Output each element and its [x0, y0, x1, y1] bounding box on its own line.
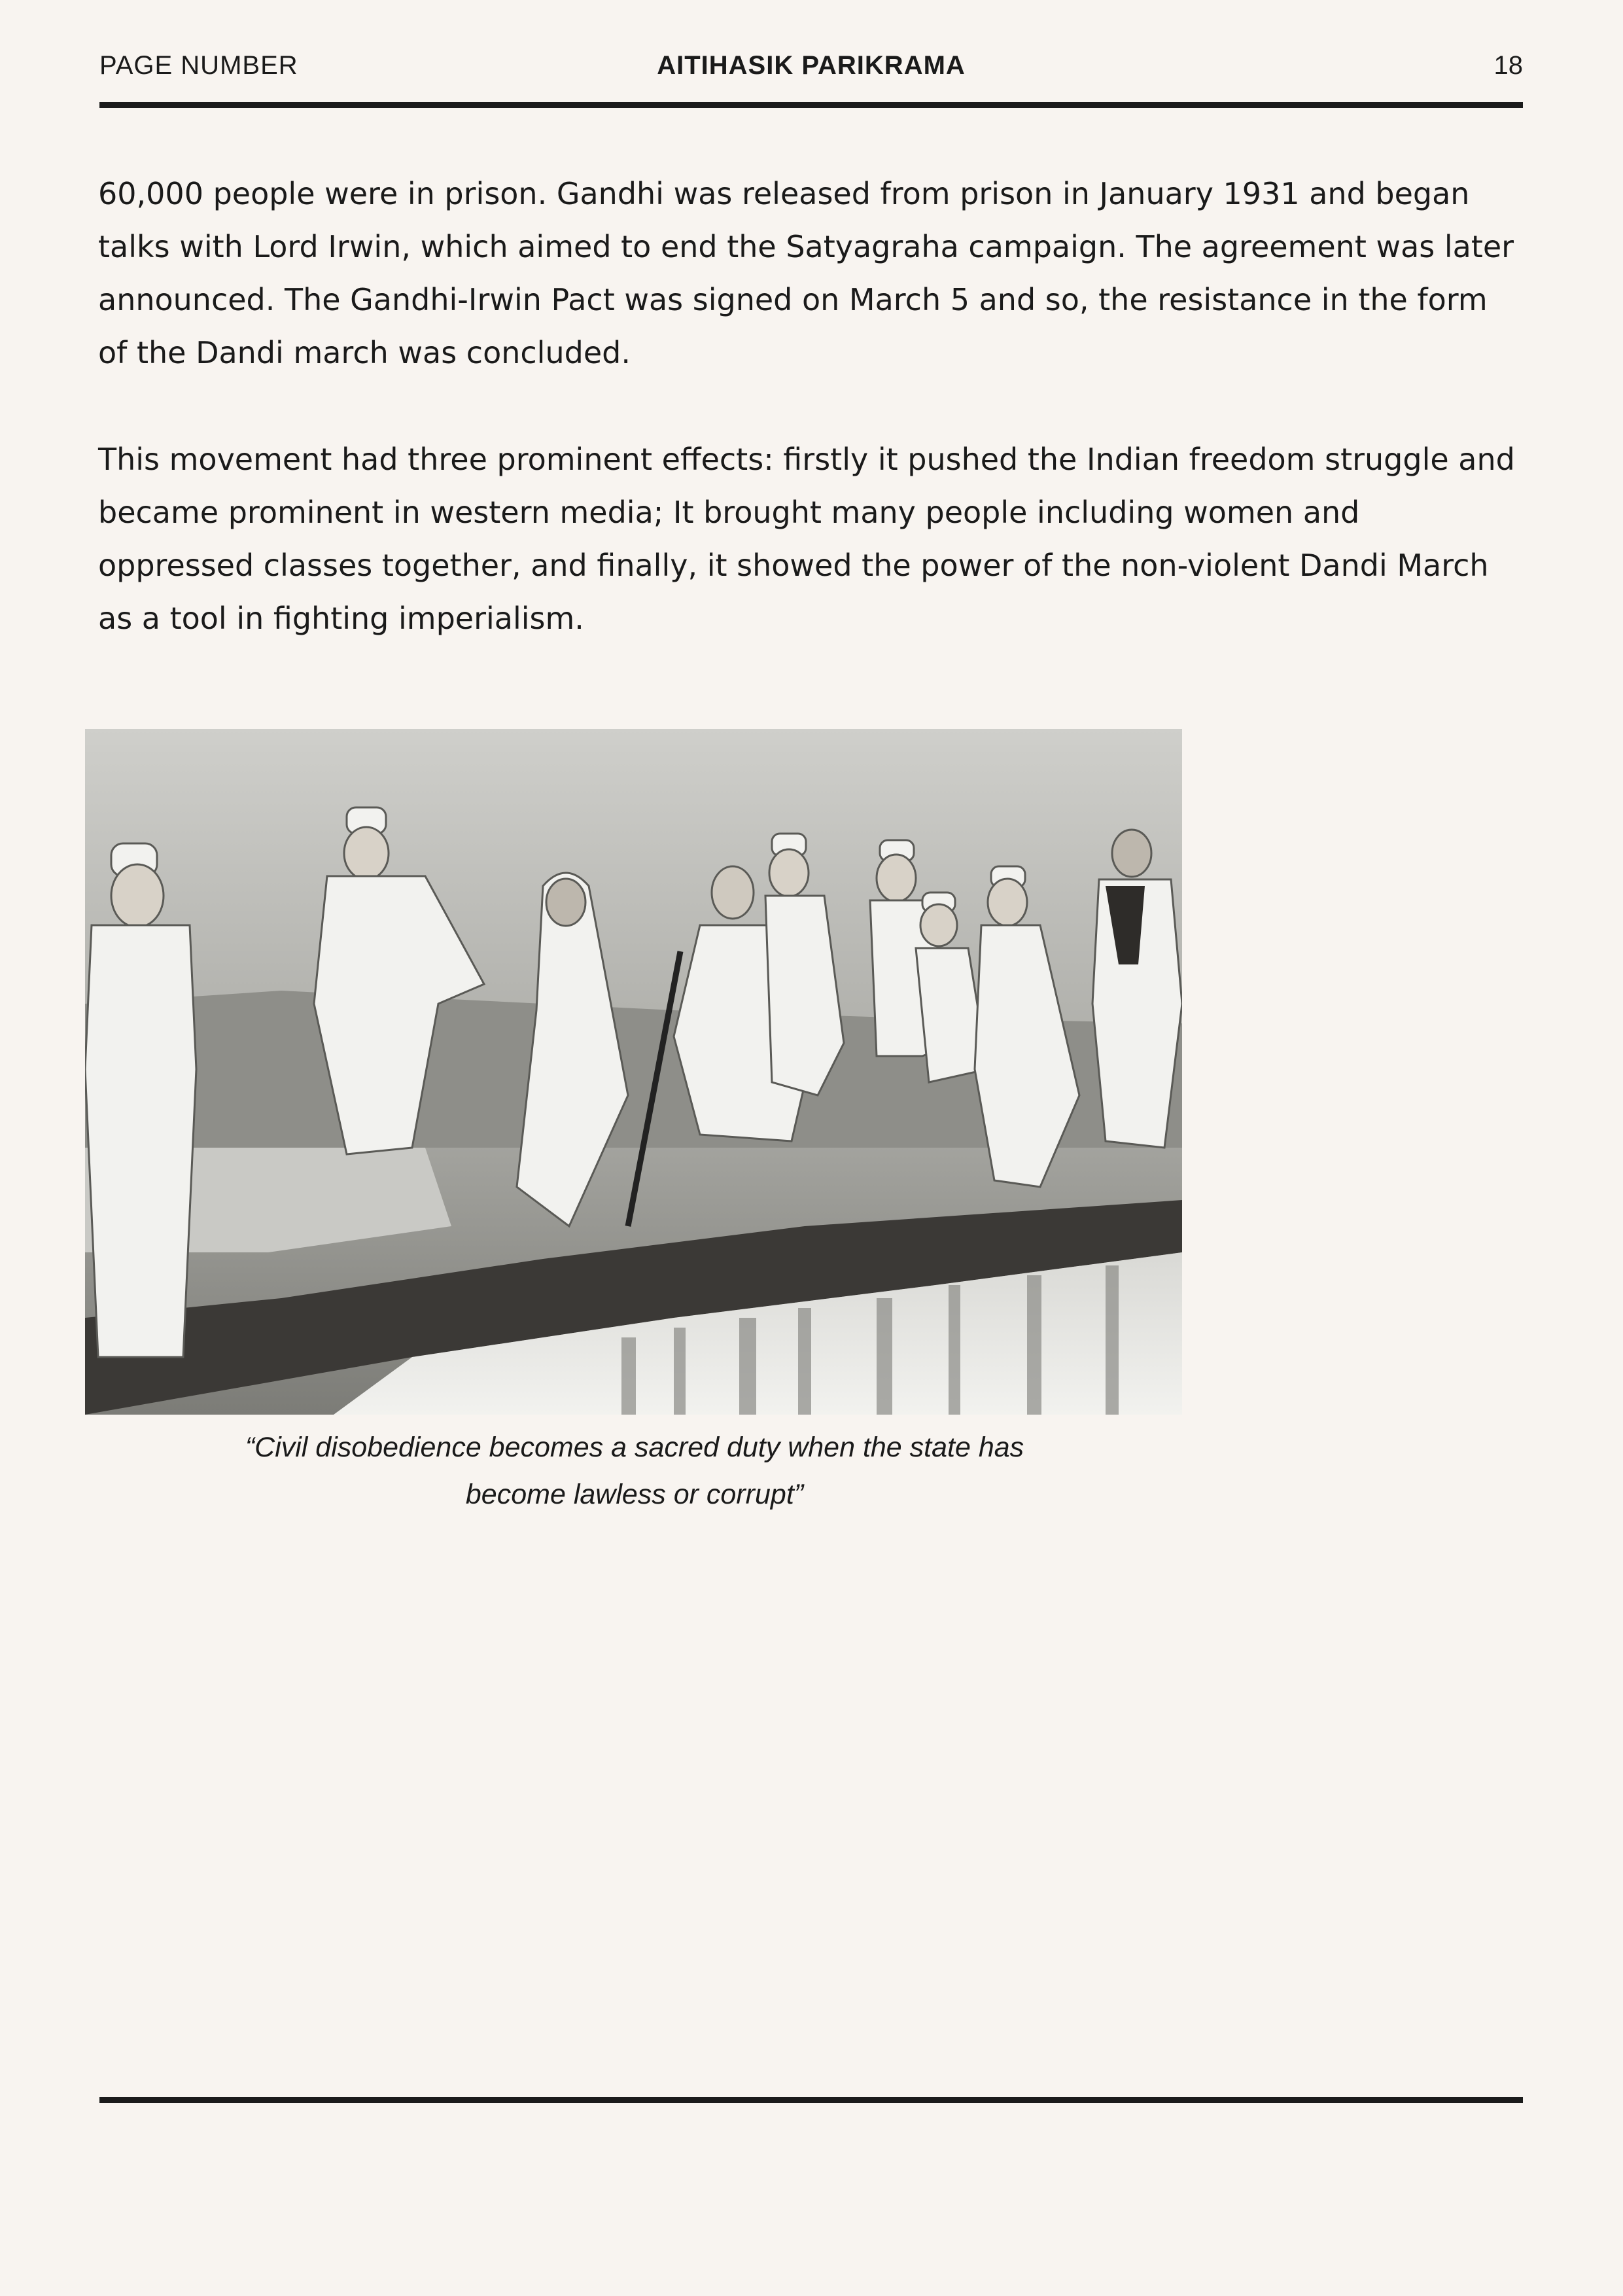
publication-title: AITIHASIK PARIKRAMA: [657, 51, 966, 80]
photo-caption: “Civil disobedience becomes a sacred duty when the state has become lawless or corrupt”: [245, 1432, 1024, 1510]
footer-rule: [99, 2097, 1523, 2103]
dandi-march-photograph: [85, 729, 1182, 1415]
page-number: 18: [1493, 51, 1523, 80]
paragraph: This movement had three prominent effects: firstly it pushed the Indian freedom struggle and became prominent in western media; It brought many people including women and oppressed classes together, and finally, it showed the power of the non-violent Dandi March as a tool in fighting imperialism.: [98, 442, 1515, 636]
paragraph: 60,000 people were in prison. Gandhi was released from prison in January 1931 and began talks with Lord Irwin, which aimed to end the Satyagraha campaign. The agreement was later announced. The Gandhi-Irwin Pact was signed on March 5 and so, the resistance in the form of the Dandi march was concluded.: [98, 176, 1514, 370]
page-number-label: PAGE NUMBER: [99, 51, 298, 80]
page-header: [99, 51, 1523, 93]
header-rule: [99, 102, 1523, 108]
